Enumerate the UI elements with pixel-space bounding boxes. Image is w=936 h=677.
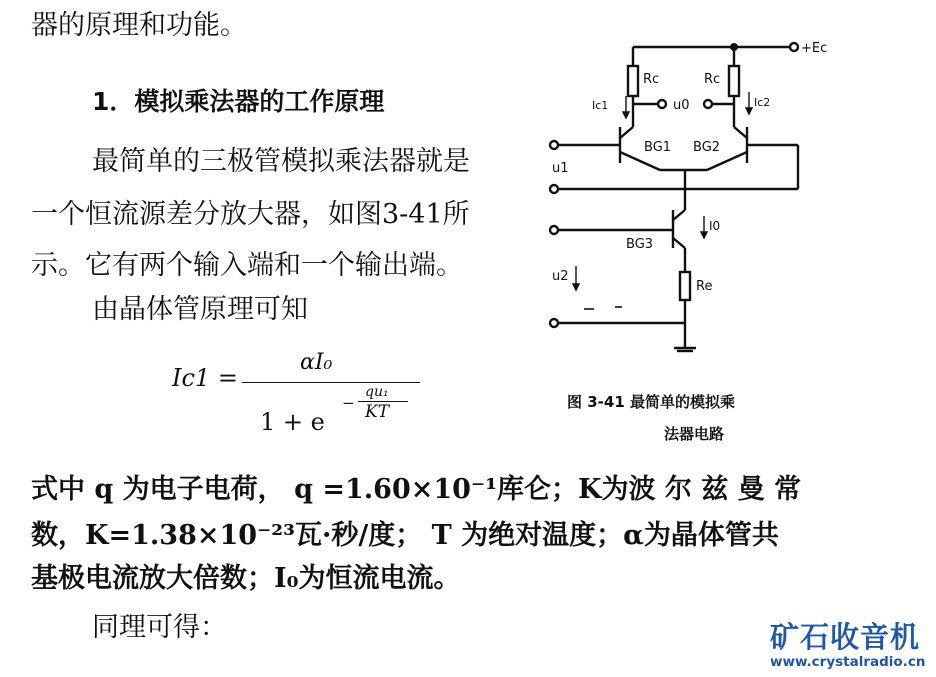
figure-caption-line-2: 法器电路 [664, 425, 725, 443]
label-u1: u1 [552, 161, 569, 176]
paragraph-1-line-2: 一个恒流源差分放大器，如图3-41所 [31, 199, 470, 230]
formula-numerator: αI₀ [300, 350, 333, 375]
paragraph-3-line-1: 式中 q 为电子电荷， q =1.60×10⁻¹库仑；K为波 尔 兹 曼 常 [31, 474, 802, 505]
formula-denominator: 1 + e [260, 408, 325, 436]
paragraph-2: 由晶体管原理可知 [92, 294, 308, 325]
paragraph-3-line-2: 数，K=1.38×10⁻²³瓦·秒/度； T 为绝对温度；α为晶体管共 [31, 520, 779, 551]
label-bg3: BG3 [626, 237, 654, 252]
label-supply: +Ec [801, 41, 828, 56]
circuit-diagram [540, 30, 840, 360]
brand-url: www.crystalradio.cn [770, 654, 926, 670]
formula-exponent-sign: − [342, 394, 355, 412]
formula-exponent-denominator: KT [365, 402, 390, 422]
paragraph-3-line-3: 基极电流放大倍数；I₀为恒流电流。 [31, 563, 461, 594]
formula-lhs: Ic1 = [172, 364, 238, 392]
label-u2: u2 [552, 269, 569, 284]
text-line-intro: 器的原理和功能。 [31, 10, 247, 41]
label-ic1: Ic1 [592, 99, 609, 112]
label-i0: I0 [709, 219, 721, 233]
paragraph-1-line-1: 最简单的三极管模拟乘法器就是 [92, 146, 470, 177]
figure-caption-line-1: 图 3-41 最简单的模拟乘 [567, 393, 735, 411]
formula-exponent-numerator: qu₁ [365, 384, 389, 400]
section-heading: 1．模拟乘法器的工作原理 [92, 87, 385, 116]
label-rc-left: Rc [643, 72, 660, 87]
label-bg2: BG2 [693, 140, 721, 155]
label-u0: u0 [673, 98, 690, 113]
formula-fraction-bar [242, 382, 420, 383]
paragraph-1-line-3: 示。它有两个输入端和一个输出端。 [31, 250, 463, 281]
label-rc-right: Rc [704, 72, 721, 87]
label-bg1: BG1 [644, 140, 672, 155]
paragraph-4: 同理可得： [92, 612, 227, 643]
formula-ic1 [170, 350, 430, 450]
brand-logo-text: 矿石收音机 [770, 620, 921, 654]
label-ic2: Ic2 [754, 96, 771, 109]
label-re: Re [696, 279, 713, 294]
